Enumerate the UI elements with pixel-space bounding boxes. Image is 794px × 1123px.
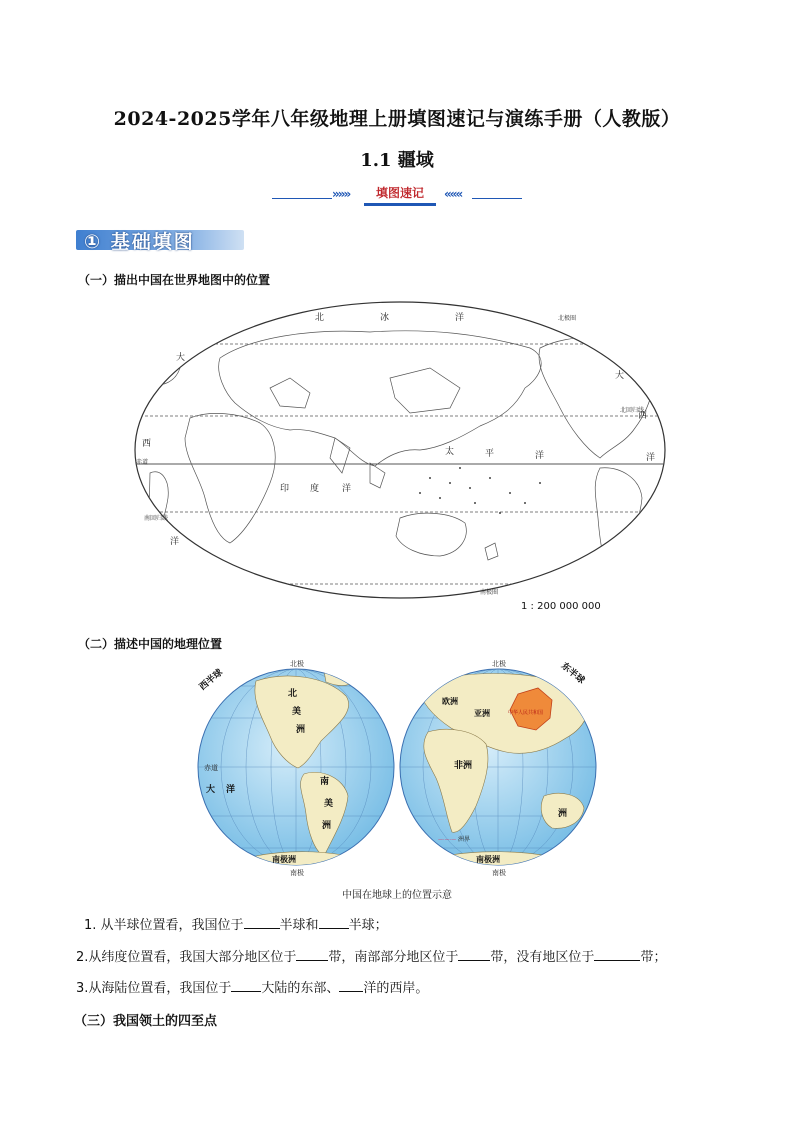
antarctic-circle-label: 南极圈 xyxy=(480,589,499,596)
blank-1b[interactable] xyxy=(319,916,349,929)
na-label-1: 北 xyxy=(288,689,298,699)
map-caption: 中国在地球上的位置示意 xyxy=(342,890,452,901)
question-3: 3.从海陆位置看，我国位于 大陆的东部、 洋的西岸。 xyxy=(76,981,429,996)
question-1: 1. 从半球位置看，我国位于 半球和 半球； xyxy=(84,918,388,933)
east-south-pole: 南极 xyxy=(492,869,506,877)
atlantic-left-2: 西 xyxy=(142,439,152,449)
arctic-circle-label: 北极圈 xyxy=(558,315,577,322)
section-label: ① 基础填图 xyxy=(84,231,195,253)
west-antarctica: 南极洲 xyxy=(272,855,296,864)
document-title: 2024-2025学年八年级地理上册填图速记与演练手册（人教版） xyxy=(113,108,681,130)
part2-heading: （二）描述中国的地理位置 xyxy=(78,637,223,651)
atlantic-right-1: 大 xyxy=(615,371,625,381)
atlantic-right-3: 洋 xyxy=(646,453,656,463)
tropic-n-label: 北回归线 xyxy=(620,407,645,414)
pacific-label-3: 洋 xyxy=(535,451,545,461)
blank-3b[interactable] xyxy=(339,979,363,992)
na-label-2: 美 xyxy=(292,707,302,717)
legend-sample: —·—·— xyxy=(438,837,457,843)
west-equator: 赤道 xyxy=(204,764,218,772)
banner-label: 填图速记 xyxy=(364,184,436,206)
africa-label: 非洲 xyxy=(454,761,473,771)
west-ocean-2: 洋 xyxy=(226,785,236,795)
blank-2c[interactable] xyxy=(594,948,640,961)
asia-label: 亚洲 xyxy=(474,709,490,718)
indian-label-2: 度 xyxy=(310,484,320,494)
atlantic-left-1: 大 xyxy=(176,353,186,363)
sa-label-2: 美 xyxy=(324,799,334,809)
legend-label: 洲界 xyxy=(458,836,471,843)
blank-3a[interactable] xyxy=(231,979,261,992)
lesson-title: 1.1 疆域 xyxy=(360,150,434,171)
west-hemi-label: 西半球 xyxy=(197,667,225,693)
hemisphere-map xyxy=(196,656,600,878)
indian-label-3: 洋 xyxy=(342,484,352,494)
sa-label-3: 洲 xyxy=(322,821,332,831)
indian-label-1: 印 xyxy=(280,484,290,494)
europe-label: 欧洲 xyxy=(442,697,458,706)
part1-heading: （一）描出中国在世界地图中的位置 xyxy=(78,273,271,287)
pacific-label-1: 太 xyxy=(445,447,455,457)
arctic-label-3: 洋 xyxy=(455,313,465,323)
part3-heading: （三）我国领土的四至点 xyxy=(74,1014,218,1029)
equator-label: 赤道 xyxy=(136,459,149,466)
west-ocean-1: 大 xyxy=(206,785,216,795)
atlantic-left-3: 洋 xyxy=(170,537,180,547)
blank-2a[interactable] xyxy=(296,948,328,961)
east-north-pole: 北极 xyxy=(492,660,506,668)
china-label: 中华人民共和国 xyxy=(508,710,544,716)
west-north-pole: 北极 xyxy=(290,660,304,668)
atlantic-right-2: 西 xyxy=(638,411,648,421)
na-label-3: 洲 xyxy=(296,725,306,735)
arctic-label-1: 北 xyxy=(315,313,325,323)
question-2: 2.从纬度位置看，我国大部分地区位于 带，南部部分地区位于 带，没有地区位于 带； xyxy=(76,950,667,965)
world-map xyxy=(130,298,670,602)
oceania-label: 洲 xyxy=(558,809,568,819)
sa-label-1: 南 xyxy=(320,777,330,787)
blank-2b[interactable] xyxy=(458,948,490,961)
section-banner: »»» 填图速记 ««« xyxy=(272,184,522,208)
map-scale: 1 : 200 000 000 xyxy=(521,601,601,612)
tropic-s-label: 南回归线 xyxy=(144,515,169,522)
blank-1a[interactable] xyxy=(244,916,280,929)
section-header xyxy=(76,226,246,252)
arctic-label-2: 冰 xyxy=(380,313,390,323)
pacific-label-2: 平 xyxy=(485,449,495,459)
east-antarctica: 南极洲 xyxy=(476,855,500,864)
east-hemi-label: 东半球 xyxy=(558,661,587,687)
west-south-pole: 南极 xyxy=(290,869,304,877)
